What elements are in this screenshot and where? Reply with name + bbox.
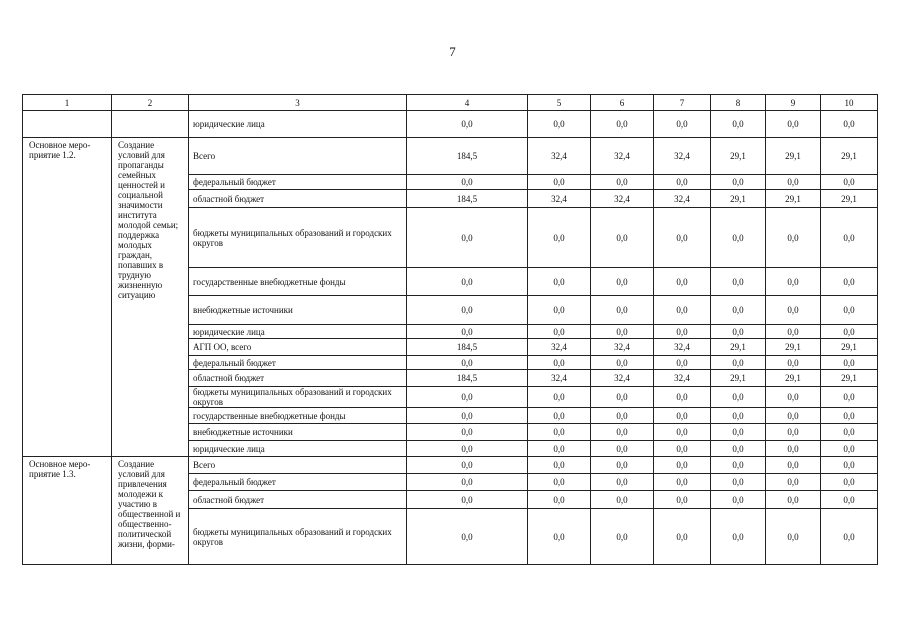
cell-value: 0,0	[711, 208, 766, 268]
table-row	[23, 457, 878, 474]
cell-value: 184,5	[407, 339, 528, 356]
cell-value: 0,0	[654, 175, 711, 190]
row-label: областной бюджет	[189, 370, 407, 387]
cell-value: 0,0	[654, 457, 711, 474]
cell-value: 0,0	[407, 208, 528, 268]
cell-value: 29,1	[766, 370, 821, 387]
row-label: бюджеты муниципальных образований и городских округов	[189, 509, 407, 565]
cell-value: 0,0	[654, 111, 711, 138]
row-label: внебюджетные источники	[189, 296, 407, 325]
column-header: 10	[821, 95, 878, 111]
cell-value: 0,0	[654, 474, 711, 491]
cell-value: 0,0	[711, 491, 766, 509]
row-label: федеральный бюджет	[189, 356, 407, 370]
row-label: областной бюджет	[189, 190, 407, 208]
cell-value: 32,4	[591, 370, 654, 387]
cell-value: 0,0	[528, 296, 591, 325]
cell-value: 0,0	[821, 408, 878, 424]
column-header: 2	[112, 95, 189, 111]
cell-value: 0,0	[821, 441, 878, 457]
page-number: 7	[449, 44, 456, 59]
cell-value: 0,0	[711, 175, 766, 190]
cell-value: 0,0	[821, 325, 878, 339]
column-header: 5	[528, 95, 591, 111]
cell-value: 32,4	[528, 339, 591, 356]
cell-value: 0,0	[591, 296, 654, 325]
cell-value: 0,0	[407, 387, 528, 408]
cell-value: 0,0	[821, 111, 878, 138]
cell-value: 0,0	[407, 441, 528, 457]
cell-value: 0,0	[528, 325, 591, 339]
cell-value: 32,4	[654, 190, 711, 208]
cell-value: 0,0	[821, 175, 878, 190]
cell-value: 0,0	[711, 268, 766, 296]
cell-value: 32,4	[654, 370, 711, 387]
cell-value: 0,0	[766, 208, 821, 268]
cell-value: 0,0	[711, 296, 766, 325]
cell-value: 0,0	[766, 296, 821, 325]
cell-value: 184,5	[407, 370, 528, 387]
cell-value: 0,0	[766, 424, 821, 441]
cell-value: 29,1	[821, 370, 878, 387]
column-header: 4	[407, 95, 528, 111]
cell-value: 0,0	[766, 356, 821, 370]
cell-value: 0,0	[821, 208, 878, 268]
row-label: бюджеты муниципальных образований и городских округов	[189, 387, 407, 408]
cell-value: 0,0	[591, 268, 654, 296]
cell-value: 0,0	[654, 491, 711, 509]
cell-value: 0,0	[528, 491, 591, 509]
cell-value: 0,0	[821, 268, 878, 296]
cell-value: 0,0	[654, 356, 711, 370]
cell-value: 0,0	[654, 441, 711, 457]
cell-value: 0,0	[528, 111, 591, 138]
row-label: Всего	[189, 457, 407, 474]
cell-value: 0,0	[591, 408, 654, 424]
cell-value: 0,0	[654, 325, 711, 339]
cell-value: 0,0	[766, 325, 821, 339]
cell-value: 0,0	[821, 356, 878, 370]
cell-value: 32,4	[528, 190, 591, 208]
cell-value: 0,0	[711, 356, 766, 370]
column-header: 9	[766, 95, 821, 111]
cell-value: 0,0	[407, 356, 528, 370]
cell-value: 29,1	[821, 339, 878, 356]
cell-value: 29,1	[766, 138, 821, 175]
cell-value: 0,0	[591, 325, 654, 339]
cell-value: 29,1	[766, 190, 821, 208]
cell-value: 29,1	[711, 190, 766, 208]
cell-value: 0,0	[407, 175, 528, 190]
cell-value: 0,0	[591, 175, 654, 190]
cell-value: 0,0	[528, 509, 591, 565]
cell-value: 0,0	[654, 408, 711, 424]
row-label: внебюджетные источники	[189, 424, 407, 441]
cell-value: 0,0	[591, 111, 654, 138]
row-label: государственные внебюджетные фонды	[189, 408, 407, 424]
cell-value: 0,0	[407, 474, 528, 491]
cell-value: 32,4	[528, 370, 591, 387]
cell-value: 0,0	[711, 441, 766, 457]
cell-value: 0,0	[821, 457, 878, 474]
cell-value: 0,0	[766, 268, 821, 296]
cell-value: 0,0	[407, 111, 528, 138]
cell-value: 0,0	[407, 325, 528, 339]
cell-value: 0,0	[711, 325, 766, 339]
cell-value: 0,0	[528, 175, 591, 190]
row-label: государственные внебюджетные фонды	[189, 268, 407, 296]
row-label: федеральный бюджет	[189, 474, 407, 491]
cell-value: 0,0	[528, 356, 591, 370]
cell-value: 0,0	[711, 408, 766, 424]
cell-value: 0,0	[528, 424, 591, 441]
cell-value: 0,0	[528, 441, 591, 457]
cell-value: 0,0	[711, 474, 766, 491]
cell-value: 0,0	[821, 296, 878, 325]
cell-value: 0,0	[766, 111, 821, 138]
cell-value: 184,5	[407, 138, 528, 175]
activity-name: Основное меро-приятие 1.3.	[23, 457, 112, 565]
cell-value: 0,0	[711, 457, 766, 474]
cell-value: 0,0	[821, 491, 878, 509]
cell-value: 0,0	[711, 387, 766, 408]
row-label: юридические лица	[189, 325, 407, 339]
cell-value: 0,0	[528, 268, 591, 296]
table-row	[23, 111, 878, 138]
cell-value: 0,0	[591, 424, 654, 441]
cell-value: 0,0	[591, 356, 654, 370]
cell-value: 0,0	[407, 296, 528, 325]
cell-value: 29,1	[821, 190, 878, 208]
cell-value: 0,0	[591, 509, 654, 565]
row-label: бюджеты муниципальных образований и городских округов	[189, 208, 407, 268]
row-label: юридические лица	[189, 441, 407, 457]
cell-value: 29,1	[766, 339, 821, 356]
cell-value: 32,4	[528, 138, 591, 175]
cell-value: 32,4	[591, 339, 654, 356]
cell-value: 0,0	[407, 457, 528, 474]
cell-value: 0,0	[591, 457, 654, 474]
cell-value: 32,4	[591, 190, 654, 208]
cell-value: 29,1	[711, 370, 766, 387]
budget-table	[22, 94, 878, 565]
cell-value: 0,0	[766, 387, 821, 408]
cell-value: 0,0	[766, 509, 821, 565]
cell-value: 0,0	[654, 296, 711, 325]
row-label: Всего	[189, 138, 407, 175]
cell-value: 32,4	[654, 339, 711, 356]
cell-value: 0,0	[591, 441, 654, 457]
cell-value: 29,1	[711, 339, 766, 356]
cell-value: 0,0	[654, 509, 711, 565]
cell-value: 0,0	[766, 408, 821, 424]
column-header: 6	[591, 95, 654, 111]
cell-value: 0,0	[407, 268, 528, 296]
cell-value: 0,0	[821, 509, 878, 565]
cell-value: 0,0	[591, 208, 654, 268]
column-header: 3	[189, 95, 407, 111]
header-row	[23, 95, 878, 111]
cell-value: 0,0	[821, 387, 878, 408]
cell-value: 0,0	[711, 509, 766, 565]
cell-value: 32,4	[654, 138, 711, 175]
activity-description: Создание условий для пропаганды семейных ценностей и социальной значимости института молодой семьи; поддержка молодых граждан, попавших в трудную жизненную ситуацию	[112, 138, 189, 457]
cell-value: 0,0	[407, 408, 528, 424]
cell-value: 0,0	[528, 208, 591, 268]
cell-value: 0,0	[528, 457, 591, 474]
cell-value: 0,0	[766, 175, 821, 190]
cell-value: 0,0	[528, 387, 591, 408]
cell-value: 0,0	[591, 474, 654, 491]
cell-value: 0,0	[591, 491, 654, 509]
activity-name: Основное меро-приятие 1.2.	[23, 138, 112, 457]
row-label: АГП ОО, всего	[189, 339, 407, 356]
cell-value: 0,0	[654, 387, 711, 408]
cell-value: 32,4	[591, 138, 654, 175]
cell-value: 0,0	[591, 387, 654, 408]
row-label: федеральный бюджет	[189, 175, 407, 190]
activity-description: Создание условий для привлечения молодежи к участию в общественной и общественно-политической жизни, форми-	[112, 457, 189, 565]
cell-value: 0,0	[711, 111, 766, 138]
row-label: областной бюджет	[189, 491, 407, 509]
cell-value: 0,0	[711, 424, 766, 441]
cell-value: 0,0	[407, 491, 528, 509]
cell-value: 0,0	[654, 208, 711, 268]
column-header: 8	[711, 95, 766, 111]
cell-value: 0,0	[766, 457, 821, 474]
cell-value: 0,0	[821, 474, 878, 491]
column-header: 7	[654, 95, 711, 111]
cell-value: 0,0	[766, 474, 821, 491]
column-header: 1	[23, 95, 112, 111]
cell-value: 0,0	[766, 491, 821, 509]
cell-value: 184,5	[407, 190, 528, 208]
cell-value: 0,0	[407, 424, 528, 441]
cell-value: 29,1	[711, 138, 766, 175]
cell-value: 0,0	[766, 441, 821, 457]
table-row	[23, 138, 878, 175]
cell-value: 0,0	[407, 509, 528, 565]
cell-value: 0,0	[654, 268, 711, 296]
cell-value: 29,1	[821, 138, 878, 175]
cell-value: 0,0	[528, 474, 591, 491]
cell-value: 0,0	[821, 424, 878, 441]
cell-value: 0,0	[528, 408, 591, 424]
row-label: юридические лица	[189, 111, 407, 138]
cell-value: 0,0	[654, 424, 711, 441]
